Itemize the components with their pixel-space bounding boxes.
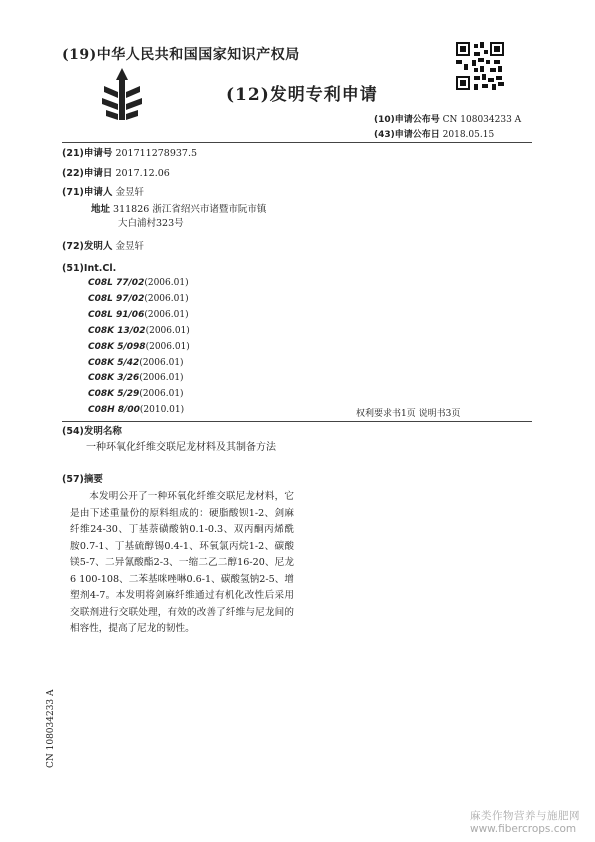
publication-number: (10)申请公布号 CN 108034233 A	[374, 115, 522, 125]
application-number: (21)申请号 201711278937.5	[62, 148, 198, 159]
section-divider	[62, 421, 532, 422]
ipc-entry: C08K 3/26(2006.01)	[88, 373, 184, 384]
watermark-url: www.fibercrops.com	[470, 823, 577, 835]
title-heading: (54)发明名称	[62, 426, 122, 437]
ipc-entry: C08H 8/00(2010.01)	[88, 405, 185, 416]
ipc-entry: C08K 13/02(2006.01)	[88, 325, 190, 336]
publication-date: (43)申请公布日 2018.05.15	[374, 130, 495, 140]
ipc-entry: C08L 77/02(2006.01)	[88, 278, 189, 288]
abstract-text: 本发明公开了一种环氧化纤维交联尼龙材料，它是由下述重量份的原料组成的：硬脂酸钡1-2、剑麻纤维24-30、丁基萘磺酸钠0.1-0.3、双丙酮丙烯酰胺0.7-1、丁基硫醇锡0.4-1、环氧氯丙烷1-2、碳酸镁5-7、二异氰酸酯2-3、一缩二乙二醇16-20、尼龙6 100-108、二苯基咪唑啉0.6-1、碳酸氢钠2-5、增塑剂4-7。本发明将剑麻纤维通过有机化改性后采用交联剂进行交联处理，有效的改善了纤维与尼龙间的相容性，提高了尼龙的韧性。	[70, 491, 294, 634]
authority-heading: (19)中华人民共和国国家知识产权局	[62, 47, 300, 63]
page-counts: 权利要求书1页 说明书3页	[356, 409, 461, 419]
filing-date: (22)申请日 2017.12.06	[62, 168, 170, 179]
address: 地址 311826 浙江省绍兴市诸暨市阮市镇 大白浦村323号	[91, 204, 267, 229]
watermark-name: 麻类作物营养与施肥网	[470, 810, 580, 822]
ipc-entry: C08L 97/02(2006.01)	[88, 293, 189, 304]
header-divider	[62, 142, 532, 143]
abstract-heading: (57)摘要	[62, 474, 103, 485]
document-type-heading: (12)发明专利申请	[226, 85, 378, 105]
qr-code-icon	[456, 42, 504, 90]
invention-title: 一种环氧化纤维交联尼龙材料及其制备方法	[86, 442, 276, 453]
ipc-classification-list	[88, 276, 190, 419]
ipc-entry: C08K 5/098(2006.01)	[88, 341, 190, 352]
cnipa-emblem-icon	[96, 66, 148, 124]
applicant: (71)申请人 金昱轩	[62, 187, 144, 198]
inventor: (72)发明人 金昱轩	[62, 241, 144, 252]
ipc-entry: C08K 5/29(2006.01)	[88, 389, 184, 400]
side-publication-number: CN 108034233 A	[46, 689, 56, 768]
ipc-entry: C08K 5/42(2006.01)	[88, 357, 184, 368]
ipc-entry: C08L 91/06(2006.01)	[88, 309, 189, 320]
ipc-heading: (51)Int.Cl.	[62, 263, 117, 274]
